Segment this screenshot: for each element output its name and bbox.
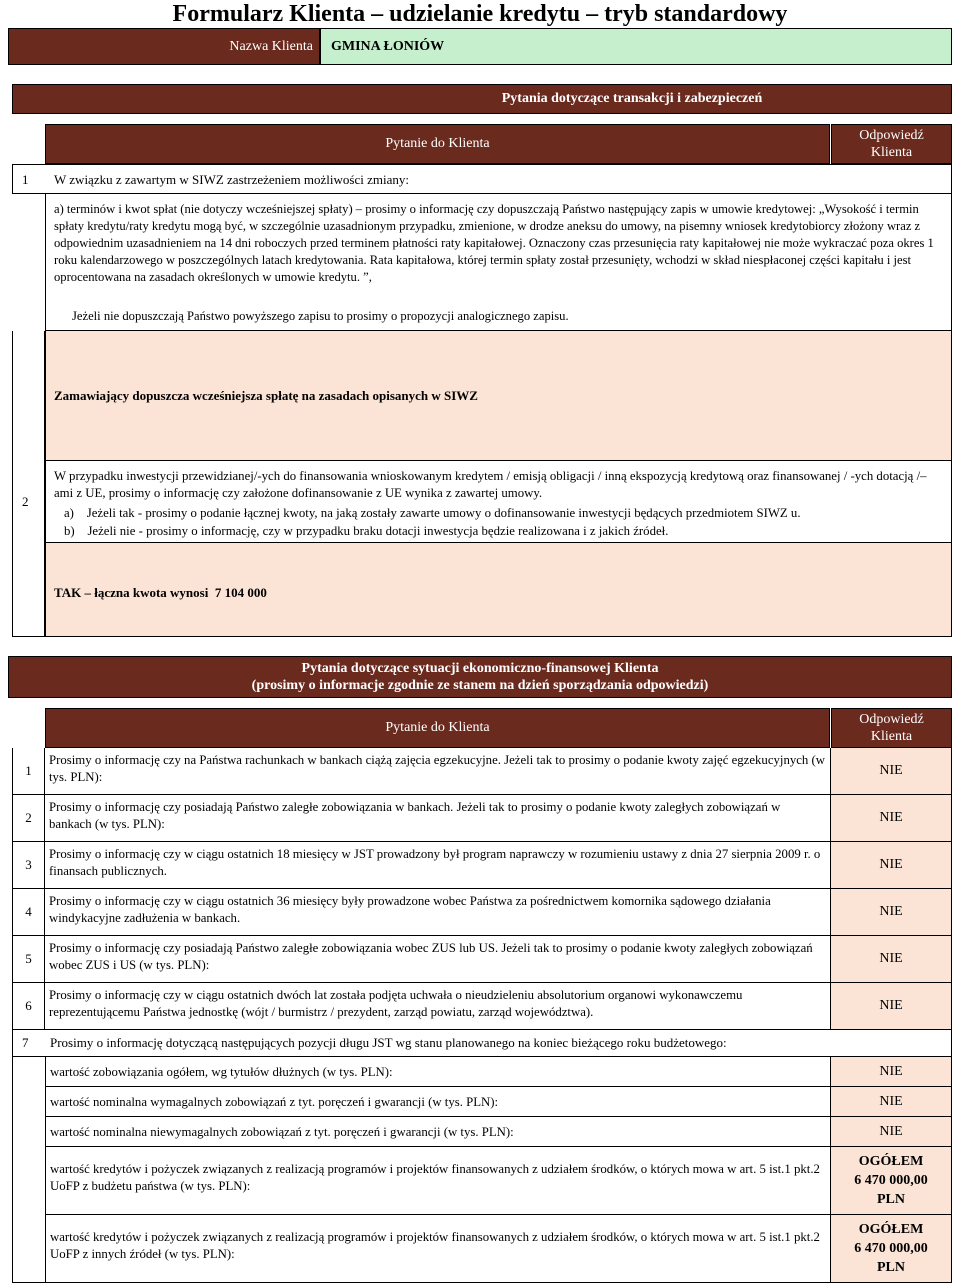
section2-row-answer [831, 889, 952, 936]
section2-header-line1: Pytania dotyczące sytuacji ekonomiczno-finansowej Klienta [301, 661, 659, 676]
q7-item-answer [831, 1057, 952, 1087]
q7-item-answer [831, 1215, 952, 1283]
section2-row [12, 983, 952, 1030]
q7-item-answer-text: NIE [879, 1124, 903, 1139]
section2-row-number-text: 3 [25, 857, 32, 872]
section2-row-answer-text: NIE [879, 763, 903, 778]
q7-item-answer-text: NIE [879, 1094, 903, 1109]
q7-item-question-text: wartość kredytów i pożyczek związanych z realizacją programów i projektów finansowanych z udziałem środków, o których mowa w art. 5 ist.1 pkt.2 UoFP z budżetu państwa (w tys. PLN): [50, 1162, 820, 1193]
section2-row-answer-text: NIE [879, 810, 903, 825]
section2-row [12, 936, 952, 983]
q7-item-question [45, 1147, 831, 1215]
q2-text: W przypadku inwestycji przewidzianej/-ych do finansowania wnioskowanym kredytem / emisją obligacji / inną ekspozycją kredytową oraz finansowanej / -ych dotacją /–ami z UE, prosimy o informację czy założone dofinansowanie z UE wynika z zawartej umowy. [54, 469, 927, 500]
section2-row-question-text: Prosimy o informację czy na Państwa rachunkach w bankach ciążą zajęcia egzekucyjne. Jeżeli tak to prosimy o podanie kwoty zajęć egzekucyjnych (w tys. PLN): [49, 753, 826, 784]
client-name-label-text: Nazwa Klienta [229, 38, 313, 54]
section2-row-number [12, 936, 45, 983]
client-name-value: GMINA ŁONIÓW [331, 38, 445, 54]
section2-row-answer [831, 795, 952, 842]
q7-item-row [12, 1057, 952, 1087]
q7-item-question [45, 1057, 831, 1087]
section1-header [12, 84, 952, 114]
section2-header-line2: (prosimy o informacje zgodnie ze stanem na dzień sporządzania odpowiedzi) [251, 678, 709, 693]
q7-item-answer-line: OGÓŁEM [858, 1222, 924, 1237]
section2-row-question [45, 795, 831, 842]
section2-col-question [45, 708, 830, 748]
section2-row [12, 842, 952, 889]
q1-answer-text: Zamawiający dopuszcza wcześniejsza spłatę na zasadach opisanych w SIWZ [54, 388, 478, 403]
q1-text: W związku z zawartym w SIWZ zastrzeżeniem możliwości zmiany: [54, 172, 409, 187]
q7-text: Prosimy o informację dotyczącą następujących pozycji długu JST wg stanu planowanego na koniec bieżącego roku budżetowego: [50, 1035, 727, 1050]
q7-item-spacer [12, 1147, 45, 1215]
q7-item-spacer [12, 1087, 45, 1117]
q7-item-row [12, 1147, 952, 1215]
q7-item-spacer [12, 1117, 45, 1147]
q7-item-answer-line: PLN [877, 1192, 905, 1207]
q7-item-row [12, 1087, 952, 1117]
q7-number: 7 [22, 1035, 29, 1050]
q7-item-question-text: wartość zobowiązania ogółem, wg tytułów dłużnych (w tys. PLN): [50, 1065, 393, 1079]
q7-item-spacer [12, 1057, 45, 1087]
section2-row-number [12, 889, 45, 936]
section2-row-number [12, 983, 45, 1030]
section2-row-number [12, 748, 45, 795]
q7-item-answer [831, 1117, 952, 1147]
section2-row-question-text: Prosimy o informację czy w ciągu ostatnich 18 miesięcy w JST prowadzony był program naprawczy w rozumieniu ustawy z dnia 27 sierpnia 2009 r. o finansach publicznych. [49, 847, 821, 878]
section2-row [12, 748, 952, 795]
q7-item-question [45, 1117, 831, 1147]
q7-item-answer-line: 6 470 000,00 [854, 1173, 928, 1188]
section1-col-question-text: Pytanie do Klienta [385, 136, 490, 151]
section2-col-answer-text: Odpowiedź Klienta [859, 712, 924, 744]
section1-col-answer [831, 124, 952, 164]
section2-row-number [12, 842, 45, 889]
section1-col-answer-text: Odpowiedź Klienta [859, 128, 924, 160]
q7-item-answer-line: OGÓŁEM [858, 1154, 924, 1169]
q1-detail-sub: Jeżeli nie dopuszczają Państwo powyższego zapisu to prosimy o propozycji analogicznego zapisu. [72, 309, 569, 323]
section2-row-answer [831, 842, 952, 889]
section2-col-question-text: Pytanie do Klienta [385, 720, 490, 735]
q7-item-answer-text: NIE [879, 1064, 903, 1079]
q7-item-answer [831, 1147, 952, 1215]
section2-row-question [45, 983, 831, 1030]
q7-item-row [12, 1215, 952, 1283]
q1-detail-a: a) terminów i kwot spłat (nie dotyczy wcześniejszej spłaty) – prosimy o informację czy dopuszczają Państwo następujący zapis w umowie kredytowej: „Wysokość i termin spłaty kredytu/raty kredytu mogą być, w szczególnie uzasadnionym przypadku, zmienione, w drodze aneksu do umowy, na pisemny wniosek kredytobiorcy złożony wraz z odpowiednim uzasadnieniem na 14 dni roboczych przed terminem płatności raty kapitałowej. Oznaczony czas przesunięcia raty kapitałowej nie może wykraczać poza okres 1 roku kalendarzowego w poszczególnych latach kredytowania. Rata kapitałowa, której termin spłaty został przesunięty, wchodzi w skład niespłaconej części kapitału i jest oprocentowana na zasadach określonych w umowie kredytu. ”, [54, 202, 934, 284]
section2-row [12, 795, 952, 842]
section2-row-question [45, 889, 831, 936]
q1-number-cell [12, 331, 45, 637]
q7-item-question [45, 1215, 831, 1283]
client-name-label [8, 28, 320, 65]
section1-col-question [45, 124, 830, 164]
section2-row-number-text: 2 [25, 810, 32, 825]
q7-item-question-text: wartość nominalna wymagalnych zobowiązań z tyt. poręczeń i gwarancji (w tys. PLN): [50, 1095, 499, 1109]
section2-row-answer-text: NIE [879, 857, 903, 872]
section2-row-answer-text: NIE [879, 951, 903, 966]
section2-row [12, 889, 952, 936]
q7-item-answer-line: 6 470 000,00 [854, 1241, 928, 1256]
section2-row-answer-text: NIE [879, 998, 903, 1013]
section2-row-question-text: Prosimy o informację czy posiadają Państwo zaległe zobowiązania wobec ZUS lub US. Jeżeli tak to prosimy o podanie kwoty zaległych zobowiązań wobec ZUS i US (w tys. PLN): [49, 941, 813, 972]
q7-item-answer-line: PLN [877, 1260, 905, 1275]
section2-row-number-text: 4 [25, 904, 32, 919]
section2-row-number [12, 795, 45, 842]
section2-row-answer [831, 748, 952, 795]
q7-item-question-text: wartość nominalna niewymagalnych zobowiązań z tyt. poręczeń i gwarancji (w tys. PLN): [50, 1125, 514, 1139]
section2-row-question-text: Prosimy o informację czy w ciągu ostatnich 36 miesięcy były prowadzone wobec Państwa za pośrednictwem komornika sądowego działania windykacyjne zadłużenia w bankach. [49, 894, 771, 925]
section2-row-answer-text: NIE [879, 904, 903, 919]
section2-row-answer [831, 983, 952, 1030]
q7-item-row [12, 1117, 952, 1147]
client-name-field[interactable] [320, 28, 952, 65]
q1-number: 1 [22, 172, 29, 187]
q2-option-a: a) Jeżeli tak - prosimy o podanie łącznej kwoty, na jaką zostały zawarte umowy o dofinansowanie inwestycji będących przedmiotem SIWZ u. [64, 506, 801, 520]
section2-row-answer [831, 936, 952, 983]
section2-row-question [45, 936, 831, 983]
q7-item-question [45, 1087, 831, 1117]
section2-row-number-text: 6 [25, 998, 32, 1013]
q2-number: 2 [22, 494, 29, 509]
section2-row-question-text: Prosimy o informację czy posiadają Państwo zaległe zobowiązania w bankach. Jeżeli tak to prosimy o podanie kwoty zaległych zobowiązań w bankach (w tys. PLN): [49, 800, 781, 831]
q2-option-b: b) Jeżeli nie - prosimy o informację, czy w przypadku braku dotacji inwestycja będzie realizowana i z jakich źródeł. [64, 524, 669, 538]
section2-row-question [45, 748, 831, 795]
section2-row-number-text: 5 [25, 951, 32, 966]
section1-header-text: Pytania dotyczące transakcji i zabezpieczeń [501, 91, 763, 106]
section2-row-question [45, 842, 831, 889]
section2-header [8, 656, 952, 698]
section2-col-answer [831, 708, 952, 748]
q7-item-answer [831, 1087, 952, 1117]
q7-item-spacer [12, 1215, 45, 1283]
section2-row-number-text: 1 [25, 763, 32, 778]
q2-answer-text: TAK – łączna kwota wynosi 7 104 000 [54, 585, 267, 600]
q7-item-question-text: wartość kredytów i pożyczek związanych z realizacją programów i projektów finansowanych z udziałem środków, o których mowa w art. 5 ist.1 pkt.2 UoFP z innych źródeł (w tys. PLN): [50, 1230, 820, 1261]
section2-row-question-text: Prosimy o informację czy w ciągu ostatnich dwóch lat została podjęta uchwała o nieudzieleniu absolutorium organowi wykonawczemu reprezentującemu Państwa jednostkę (wójt / burmistrz / prezydent, zarząd powiatu, zarząd województwa). [49, 988, 743, 1019]
page-title: Formularz Klienta – udzielanie kredytu – tryb standardowy [172, 1, 788, 27]
